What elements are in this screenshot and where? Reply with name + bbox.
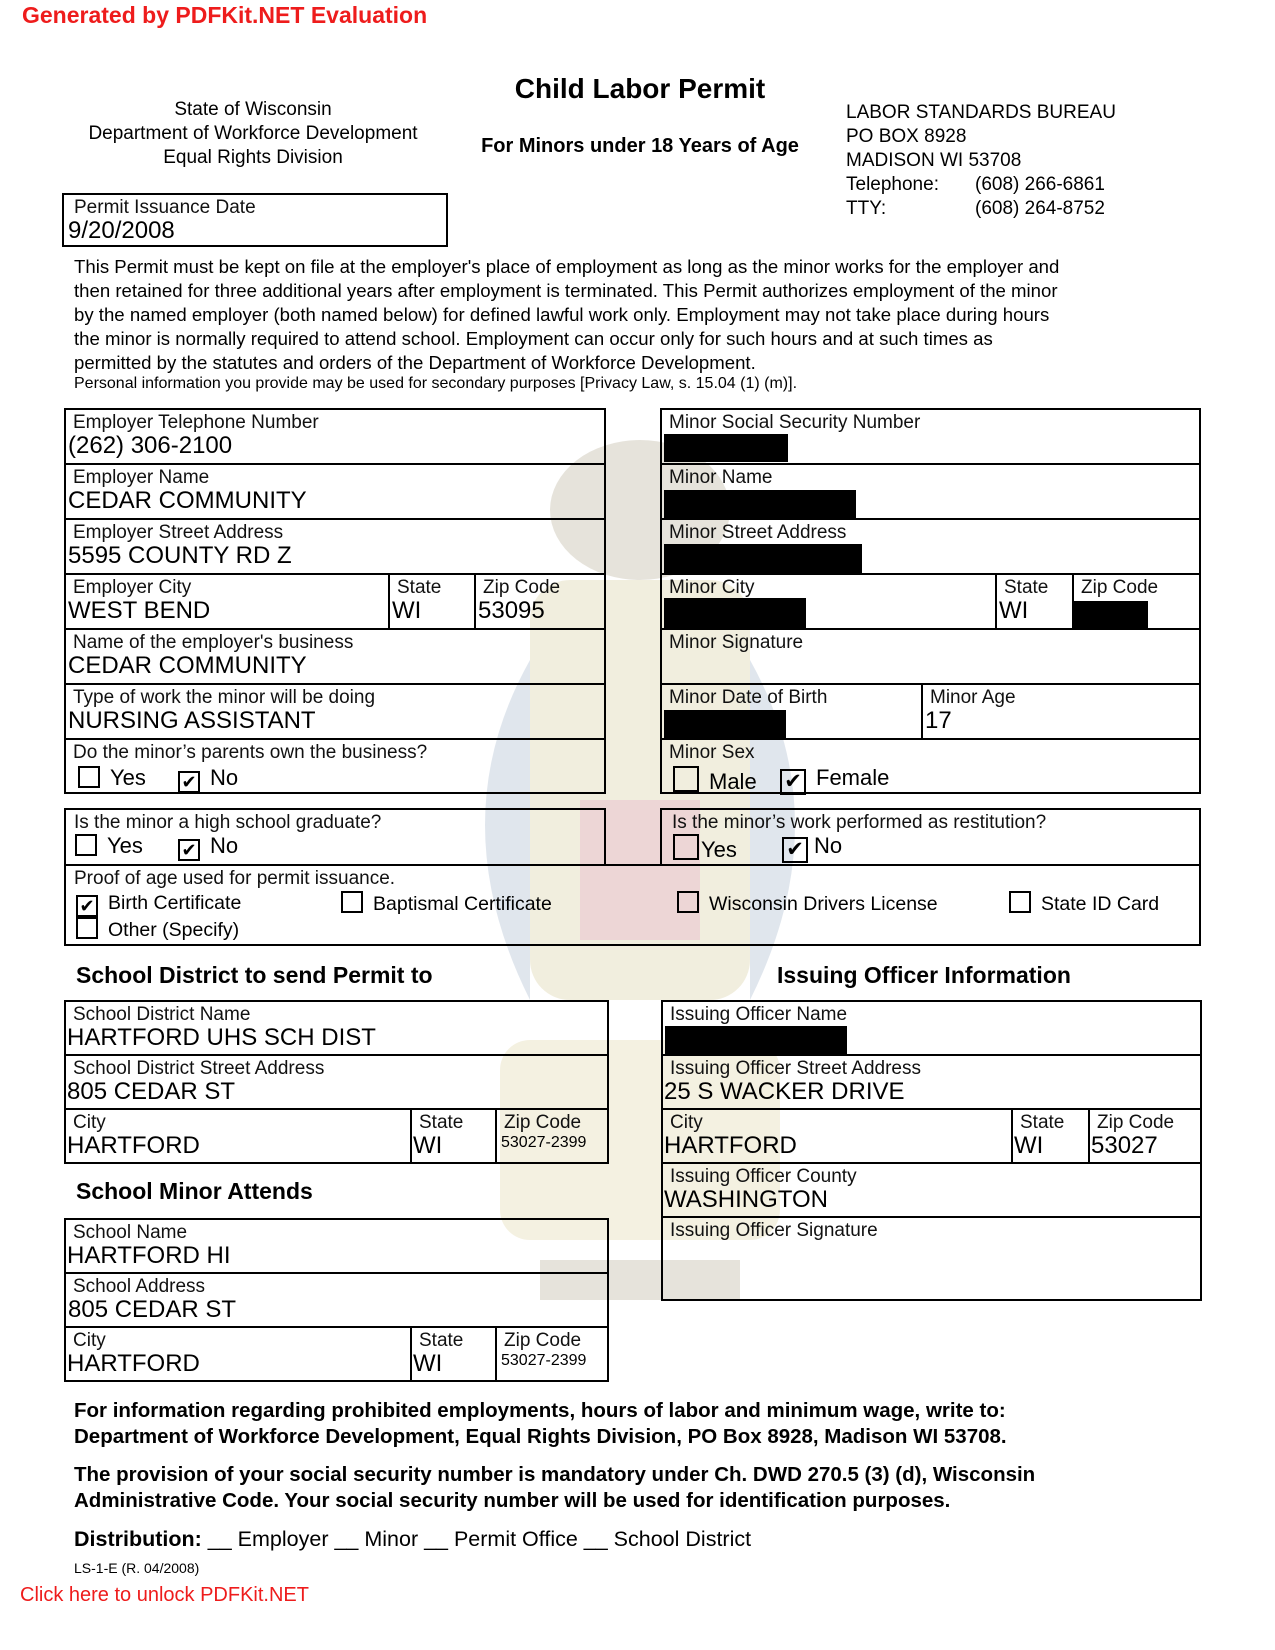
state-id-label: State ID Card — [1041, 893, 1160, 915]
school-district-state-field[interactable] — [410, 1108, 497, 1164]
distribution-options: __ Employer __ Minor __ Permit Office __ School District — [207, 1527, 752, 1551]
info-line-2: Department of Workforce Development, Equal Rights Division, PO Box 8928, Madison WI 53708. — [74, 1425, 1007, 1448]
issuance-date-value: 9/20/2008 — [68, 217, 175, 244]
redaction-bar — [665, 1026, 847, 1054]
school-state-label: State — [419, 1330, 464, 1351]
parents-own-yes-option[interactable] — [78, 766, 146, 790]
officer-street-value: 25 S WACKER DRIVE — [664, 1078, 905, 1105]
notice-line: by the named employer (both named below) for defined lawful work only. Employment may not take place during hours — [74, 304, 1050, 325]
school-state-field[interactable] — [410, 1326, 497, 1382]
issuance-date-label: Permit Issuance Date — [74, 197, 256, 218]
restitution-no-label: No — [814, 833, 843, 858]
restitution-question-label: Is the minor’s work performed as restitution? — [672, 812, 1047, 833]
employer-city-value: WEST BEND — [68, 597, 211, 624]
redaction-bar — [664, 544, 862, 574]
officer-city-label: City — [670, 1112, 703, 1133]
notice-line: then retained for three additional years after employment is terminated. This Permit authorizes employment of the minor — [74, 280, 1058, 301]
school-zip-label: Zip Code — [504, 1330, 582, 1351]
minor-dob-label: Minor Date of Birth — [669, 687, 828, 708]
notice-line: the minor is normally required to attend school. Employment can occur only for such hours and at such times as — [74, 328, 993, 349]
info-notice — [74, 1398, 1214, 1450]
employer-name-field[interactable] — [64, 463, 606, 520]
officer-street-label: Issuing Officer Street Address — [670, 1058, 921, 1079]
minor-state-value: WI — [999, 597, 1029, 624]
baptismal-certificate-checkbox[interactable] — [341, 891, 363, 913]
school-district-zip-label: Zip Code — [504, 1112, 582, 1133]
school-district-city-label: City — [73, 1112, 106, 1133]
school-address-label: School Address — [73, 1276, 206, 1297]
redaction-bar — [1074, 601, 1148, 629]
minor-name-label: Minor Name — [669, 467, 773, 488]
school-address-value: 805 CEDAR ST — [68, 1296, 237, 1323]
officer-county-label: Issuing Officer County — [670, 1166, 857, 1187]
employer-state-value: WI — [392, 597, 422, 624]
other-proof-label: Other (Specify) — [108, 919, 240, 941]
school-district-street-value: 805 CEDAR ST — [67, 1078, 236, 1105]
officer-city-field[interactable] — [661, 1108, 1013, 1164]
birth-certificate-label: Birth Certificate — [108, 892, 242, 914]
birth-certificate-option[interactable] — [76, 891, 241, 917]
minor-city-label: Minor City — [669, 577, 755, 598]
graduate-yes-option[interactable] — [75, 834, 143, 858]
bureau-pobox: PO BOX 8928 — [846, 126, 967, 147]
school-state-value: WI — [413, 1350, 443, 1377]
redaction-bar — [664, 490, 856, 520]
officer-zip-field[interactable] — [1088, 1108, 1202, 1164]
agency-block — [68, 98, 438, 170]
page-subtitle: For Minors under 18 Years of Age — [481, 135, 799, 157]
evaluation-watermark: Generated by PDFKit.NET Evaluation — [22, 2, 428, 28]
officer-zip-label: Zip Code — [1097, 1112, 1175, 1133]
female-checkbox[interactable]: ✔ — [780, 769, 806, 795]
employer-state-label: State — [397, 577, 442, 598]
school-zip-field[interactable] — [495, 1326, 609, 1382]
school-district-name-label: School District Name — [73, 1004, 251, 1025]
parents-yes-label: Yes — [110, 765, 146, 790]
employer-name-value: CEDAR COMMUNITY — [68, 487, 307, 514]
employer-street-value: 5595 COUNTY RD Z — [68, 542, 292, 569]
parents-own-label: Do the minor’s parents own the business? — [73, 742, 428, 763]
school-district-zip-value: 53027-2399 — [501, 1134, 587, 1151]
distribution-label: Distribution: — [74, 1527, 202, 1551]
minor-state-field[interactable] — [995, 573, 1074, 630]
tty-label: TTY: — [846, 198, 887, 219]
employer-business-label: Name of the employer's business — [73, 632, 354, 653]
redaction-bar — [664, 434, 788, 462]
employer-phone-field[interactable] — [64, 408, 606, 465]
restitution-no-option[interactable] — [782, 834, 842, 863]
other-proof-checkbox[interactable] — [76, 917, 98, 939]
school-district-zip-field[interactable] — [495, 1108, 609, 1164]
parents-own-no-option[interactable] — [178, 766, 238, 793]
officer-zip-value: 53027 — [1091, 1132, 1158, 1159]
school-name-label: School Name — [73, 1222, 188, 1243]
ssn-line-1: The provision of your social security number is mandatory under Ch. DWD 270.5 (3) (d), Wisconsin — [74, 1463, 1036, 1486]
employer-phone-value: (262) 306-2100 — [68, 432, 233, 459]
officer-county-field[interactable] — [661, 1162, 1202, 1218]
employer-phone-label: Employer Telephone Number — [73, 412, 319, 433]
parents-no-checkbox[interactable]: ✔ — [178, 771, 200, 793]
school-city-field[interactable] — [64, 1326, 412, 1382]
minor-sex-male-option[interactable] — [673, 766, 757, 794]
employer-business-field[interactable] — [64, 628, 606, 685]
work-type-label: Type of work the minor will be doing — [73, 687, 376, 708]
work-type-value: NURSING ASSISTANT — [68, 707, 316, 734]
graduate-no-label: No — [210, 833, 239, 858]
telephone-label: Telephone: — [846, 174, 939, 195]
form-number: LS-1-E (R. 04/2008) — [74, 1560, 200, 1576]
info-line-1: For information regarding prohibited employments, hours of labor and minimum wage, write to: — [74, 1399, 1006, 1422]
minor-street-label: Minor Street Address — [669, 522, 847, 543]
graduate-no-checkbox[interactable]: ✔ — [178, 839, 200, 861]
school-district-name-value: HARTFORD UHS SCH DIST — [67, 1024, 376, 1051]
officer-signature-field[interactable] — [661, 1216, 1202, 1301]
school-district-name-field[interactable] — [64, 1000, 609, 1056]
employer-state-field[interactable] — [388, 573, 476, 630]
privacy-notice: Personal information you provide may be used for secondary purposes [Privacy Law, s. 15.04 (1) (m)]. — [74, 375, 798, 392]
redaction-bar — [664, 710, 786, 738]
male-checkbox[interactable] — [673, 766, 699, 792]
bureau-city: MADISON WI 53708 — [846, 150, 1022, 171]
school-district-street-label: School District Street Address — [73, 1058, 325, 1079]
school-district-street-field[interactable] — [64, 1054, 609, 1110]
employer-street-label: Employer Street Address — [73, 522, 284, 543]
graduate-yes-checkbox[interactable] — [75, 834, 97, 856]
minor-signature-label: Minor Signature — [669, 632, 804, 653]
tty-value: (608) 264-8752 — [975, 198, 1105, 219]
ssn-notice — [74, 1462, 1214, 1514]
minor-zip-label: Zip Code — [1081, 577, 1159, 598]
officer-state-value: WI — [1014, 1132, 1044, 1159]
issuing-officer-heading: Issuing Officer Information — [777, 962, 1071, 988]
distribution-line — [74, 1527, 751, 1552]
officer-state-field[interactable] — [1011, 1108, 1090, 1164]
school-city-label: City — [73, 1330, 106, 1351]
agency-department: Department of Workforce Development — [88, 123, 418, 144]
school-attends-heading: School Minor Attends — [76, 1178, 313, 1204]
male-label: Male — [709, 769, 757, 794]
graduate-question-label: Is the minor a high school graduate? — [74, 812, 382, 833]
permit-notice — [74, 255, 1204, 375]
restitution-yes-label: Yes — [701, 837, 737, 862]
employer-zip-label: Zip Code — [483, 577, 561, 598]
minor-ssn-label: Minor Social Security Number — [669, 412, 921, 433]
notice-line: This Permit must be kept on file at the employer's place of employment as long as the minor works for the employer and — [74, 256, 1060, 277]
state-id-checkbox[interactable] — [1009, 891, 1031, 913]
employer-city-field[interactable] — [64, 573, 390, 630]
ssn-line-2: Administrative Code. Your social security number will be used for identification purposes. — [74, 1489, 951, 1512]
telephone-value: (608) 266-6861 — [975, 174, 1105, 195]
school-name-value: HARTFORD HI — [67, 1242, 231, 1269]
employer-zip-value: 53095 — [478, 597, 545, 624]
employer-city-label: Employer City — [73, 577, 192, 598]
page-title: Child Labor Permit — [514, 73, 766, 104]
restitution-yes-option[interactable] — [673, 834, 737, 862]
minor-age-field[interactable] — [921, 683, 1201, 740]
officer-state-label: State — [1020, 1112, 1065, 1133]
drivers-license-label: Wisconsin Drivers License — [709, 893, 938, 915]
notice-line: permitted by the statutes and orders of the Department of Workforce Development. — [74, 352, 756, 373]
school-district-state-value: WI — [413, 1132, 443, 1159]
minor-age-label: Minor Age — [930, 687, 1016, 708]
other-proof-option[interactable] — [76, 917, 239, 942]
school-zip-value: 53027-2399 — [501, 1352, 587, 1369]
employer-street-field[interactable] — [64, 518, 606, 575]
graduate-no-option[interactable] — [178, 834, 238, 861]
unlock-link[interactable]: Click here to unlock PDFKit.NET — [20, 1584, 309, 1606]
redaction-bar — [664, 598, 806, 628]
officer-name-label: Issuing Officer Name — [670, 1004, 848, 1025]
officer-county-value: WASHINGTON — [664, 1186, 829, 1213]
graduate-yes-label: Yes — [107, 833, 143, 858]
school-address-field[interactable] — [64, 1272, 609, 1328]
bureau-contact — [846, 101, 1116, 221]
minor-signature-field[interactable] — [660, 628, 1201, 685]
minor-sex-female-option[interactable] — [780, 766, 889, 795]
work-type-field[interactable] — [64, 683, 606, 740]
school-city-value: HARTFORD — [67, 1350, 200, 1377]
baptismal-certificate-label: Baptismal Certificate — [373, 893, 552, 915]
school-name-field[interactable] — [64, 1218, 609, 1274]
minor-sex-label: Minor Sex — [669, 742, 755, 763]
agency-division: Equal Rights Division — [163, 147, 343, 168]
employer-business-value: CEDAR COMMUNITY — [68, 652, 307, 679]
school-district-heading: School District to send Permit to — [76, 962, 433, 988]
school-district-city-field[interactable] — [64, 1108, 412, 1164]
bureau-name: LABOR STANDARDS BUREAU — [846, 102, 1116, 123]
officer-street-field[interactable] — [661, 1054, 1202, 1110]
parents-yes-checkbox[interactable] — [78, 766, 100, 788]
restitution-yes-checkbox[interactable] — [673, 834, 699, 860]
minor-age-value: 17 — [925, 707, 952, 734]
drivers-license-option[interactable] — [677, 891, 938, 916]
employer-zip-field[interactable] — [474, 573, 606, 630]
minor-state-label: State — [1004, 577, 1049, 598]
officer-signature-label: Issuing Officer Signature — [670, 1220, 878, 1241]
state-id-option[interactable] — [1009, 891, 1159, 916]
proof-of-age-label: Proof of age used for permit issuance. — [74, 868, 396, 889]
restitution-no-checkbox[interactable]: ✔ — [782, 837, 808, 863]
baptismal-certificate-option[interactable] — [341, 891, 552, 916]
female-label: Female — [816, 765, 890, 790]
issuance-date-field[interactable] — [62, 193, 448, 247]
parents-no-label: No — [210, 765, 239, 790]
school-district-city-value: HARTFORD — [67, 1132, 200, 1159]
employer-name-label: Employer Name — [73, 467, 210, 488]
school-district-state-label: State — [419, 1112, 464, 1133]
drivers-license-checkbox[interactable] — [677, 891, 699, 913]
agency-state: State of Wisconsin — [174, 99, 332, 120]
officer-city-value: HARTFORD — [664, 1132, 797, 1159]
birth-certificate-checkbox[interactable]: ✔ — [76, 895, 98, 917]
